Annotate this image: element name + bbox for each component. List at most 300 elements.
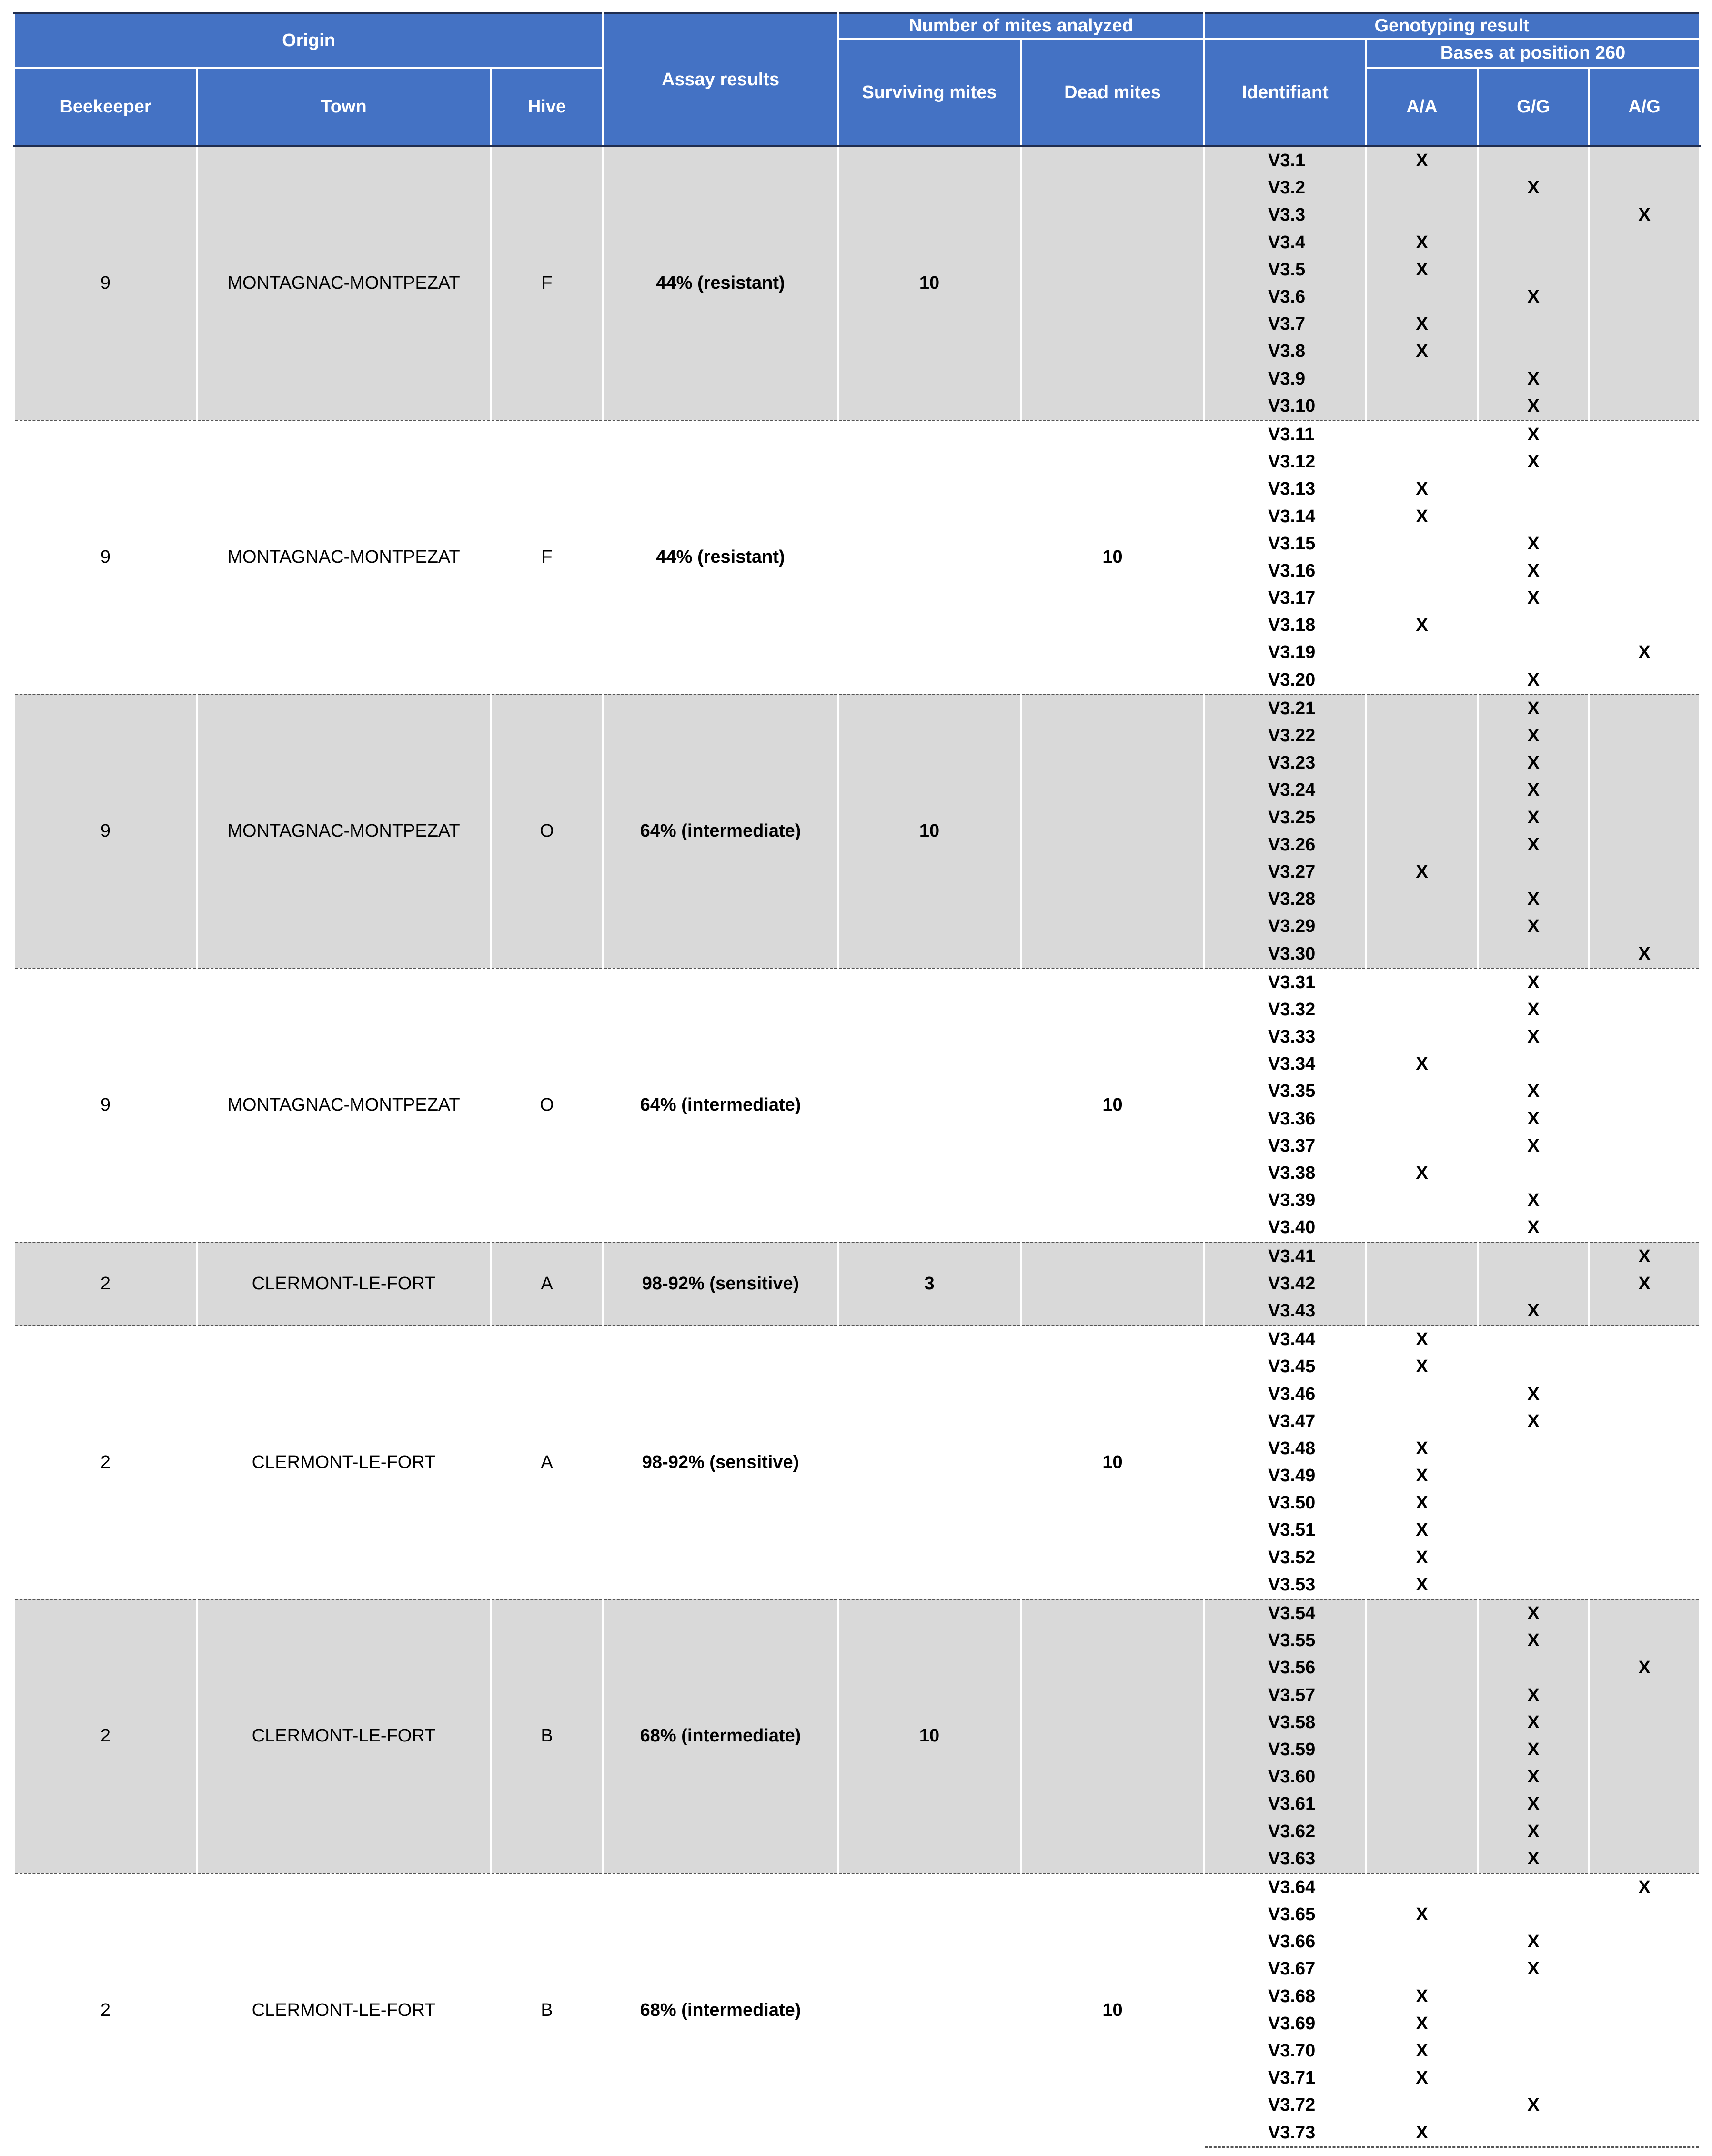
identifiant-cell: V3.5 bbox=[1204, 256, 1366, 283]
genotype-ag-cell bbox=[1589, 365, 1700, 393]
header-assay-results: Assay results bbox=[603, 13, 838, 146]
genotype-gg-cell: X bbox=[1478, 1023, 1589, 1051]
dead-mites-cell bbox=[1021, 146, 1204, 420]
dead-mites-cell: 10 bbox=[1021, 1873, 1204, 2147]
genotype-ag-cell bbox=[1589, 174, 1700, 202]
genotype-gg-cell: X bbox=[1478, 749, 1589, 777]
genotype-aa-cell bbox=[1366, 1380, 1478, 1407]
genotype-ag-cell bbox=[1589, 1353, 1700, 1380]
identifiant-cell: V3.15 bbox=[1204, 530, 1366, 557]
identifiant-cell: V3.57 bbox=[1204, 1682, 1366, 1709]
genotype-gg-cell: X bbox=[1478, 1818, 1589, 1845]
genotype-gg-cell bbox=[1478, 2119, 1589, 2147]
genotype-aa-cell bbox=[1366, 1078, 1478, 1105]
genotype-ag-cell bbox=[1589, 968, 1700, 996]
genotype-ag-cell bbox=[1589, 913, 1700, 940]
genotype-aa-cell: X bbox=[1366, 859, 1478, 886]
genotype-aa-cell: X bbox=[1366, 256, 1478, 283]
genotype-aa-cell bbox=[1366, 968, 1478, 996]
genotype-ag-cell bbox=[1589, 1791, 1700, 1818]
genotype-ag-cell bbox=[1589, 476, 1700, 503]
identifiant-cell: V3.29 bbox=[1204, 913, 1366, 940]
beekeeper-cell: 9 bbox=[14, 968, 197, 1242]
dead-mites-cell: 10 bbox=[1021, 420, 1204, 694]
identifiant-cell: V3.11 bbox=[1204, 420, 1366, 448]
genotype-gg-cell bbox=[1478, 1873, 1589, 1901]
genotype-ag-cell bbox=[1589, 1627, 1700, 1654]
genotype-aa-cell bbox=[1366, 1214, 1478, 1242]
identifiant-cell: V3.63 bbox=[1204, 1845, 1366, 1873]
genotype-aa-cell bbox=[1366, 530, 1478, 557]
genotype-ag-cell bbox=[1589, 1435, 1700, 1462]
identifiant-cell: V3.7 bbox=[1204, 311, 1366, 338]
genotype-aa-cell bbox=[1366, 1682, 1478, 1709]
assay-result-cell: 44% (resistant) bbox=[603, 146, 838, 420]
genotype-aa-cell: X bbox=[1366, 311, 1478, 338]
genotype-gg-cell: X bbox=[1478, 1105, 1589, 1133]
identifiant-cell: V3.12 bbox=[1204, 448, 1366, 476]
genotype-ag-cell bbox=[1589, 1955, 1700, 1983]
town-cell: CLERMONT-LE-FORT bbox=[197, 1599, 491, 1873]
assay-result-cell: 64% (intermediate) bbox=[603, 694, 838, 968]
identifiant-cell: V3.70 bbox=[1204, 2037, 1366, 2065]
identifiant-cell: V3.64 bbox=[1204, 1873, 1366, 1901]
genotype-ag-cell bbox=[1589, 256, 1700, 283]
genotype-gg-cell bbox=[1478, 476, 1589, 503]
genotype-aa-cell bbox=[1366, 557, 1478, 585]
genotype-gg-cell bbox=[1478, 1544, 1589, 1571]
identifiant-cell: V3.31 bbox=[1204, 968, 1366, 996]
genotype-ag-cell: X bbox=[1589, 1270, 1700, 1297]
identifiant-cell: V3.8 bbox=[1204, 338, 1366, 365]
genotype-ag-cell bbox=[1589, 1571, 1700, 1599]
header-genotyping-result: Genotyping result bbox=[1204, 13, 1700, 39]
genotype-gg-cell: X bbox=[1478, 448, 1589, 476]
genotype-gg-cell bbox=[1478, 202, 1589, 229]
genotype-ag-cell bbox=[1589, 1818, 1700, 1845]
genotype-ag-cell bbox=[1589, 1380, 1700, 1407]
genotype-aa-cell bbox=[1366, 1627, 1478, 1654]
genotype-ag-cell bbox=[1589, 1078, 1700, 1105]
header-bases-position: Bases at position 260 bbox=[1366, 39, 1700, 68]
beekeeper-cell: 9 bbox=[14, 694, 197, 968]
genotype-ag-cell bbox=[1589, 448, 1700, 476]
identifiant-cell: V3.33 bbox=[1204, 1023, 1366, 1051]
genotype-aa-cell bbox=[1366, 1763, 1478, 1791]
header-gg: G/G bbox=[1478, 68, 1589, 146]
genotype-ag-cell bbox=[1589, 859, 1700, 886]
surviving-mites-cell bbox=[838, 420, 1021, 694]
genotype-aa-cell bbox=[1366, 1105, 1478, 1133]
genotype-gg-cell bbox=[1478, 1435, 1589, 1462]
surviving-mites-cell: 10 bbox=[838, 1599, 1021, 1873]
genotype-aa-cell bbox=[1366, 1023, 1478, 1051]
genotype-gg-cell: X bbox=[1478, 886, 1589, 913]
genotype-gg-cell bbox=[1478, 229, 1589, 256]
beekeeper-cell: 2 bbox=[14, 1599, 197, 1873]
genotype-ag-cell bbox=[1589, 722, 1700, 749]
genotype-gg-cell: X bbox=[1478, 1845, 1589, 1873]
identifiant-cell: V3.6 bbox=[1204, 283, 1366, 311]
header-beekeeper: Beekeeper bbox=[14, 68, 197, 146]
genotype-ag-cell bbox=[1589, 1214, 1700, 1242]
genotype-gg-cell: X bbox=[1478, 1791, 1589, 1818]
genotype-gg-cell bbox=[1478, 338, 1589, 365]
header-surviving-mites: Surviving mites bbox=[838, 39, 1021, 146]
identifiant-cell: V3.67 bbox=[1204, 1955, 1366, 1983]
town-cell: MONTAGNAC-MONTPEZAT bbox=[197, 968, 491, 1242]
genotype-gg-cell: X bbox=[1478, 1297, 1589, 1326]
genotype-ag-cell bbox=[1589, 1408, 1700, 1435]
genotype-aa-cell bbox=[1366, 420, 1478, 448]
identifiant-cell: V3.27 bbox=[1204, 859, 1366, 886]
genotype-gg-cell bbox=[1478, 1270, 1589, 1297]
identifiant-cell: V3.26 bbox=[1204, 831, 1366, 859]
table-header bbox=[14, 13, 1700, 146]
genotype-ag-cell bbox=[1589, 804, 1700, 831]
identifiant-cell: V3.71 bbox=[1204, 2065, 1366, 2092]
genotype-ag-cell bbox=[1589, 283, 1700, 311]
identifiant-cell: V3.2 bbox=[1204, 174, 1366, 202]
genotype-aa-cell bbox=[1366, 1133, 1478, 1160]
genotype-aa-cell bbox=[1366, 804, 1478, 831]
genotype-ag-cell bbox=[1589, 338, 1700, 365]
genotype-aa-cell: X bbox=[1366, 1544, 1478, 1571]
genotype-gg-cell: X bbox=[1478, 1763, 1589, 1791]
genotype-ag-cell bbox=[1589, 1544, 1700, 1571]
genotype-aa-cell: X bbox=[1366, 1051, 1478, 1078]
genotype-gg-cell: X bbox=[1478, 2092, 1589, 2119]
genotype-gg-cell: X bbox=[1478, 1627, 1589, 1654]
identifiant-cell: V3.44 bbox=[1204, 1326, 1366, 1354]
genotype-aa-cell bbox=[1366, 1928, 1478, 1955]
hive-cell: B bbox=[491, 1599, 603, 1873]
genotype-ag-cell bbox=[1589, 1983, 1700, 2010]
genotype-gg-cell bbox=[1478, 146, 1589, 174]
beekeeper-cell: 9 bbox=[14, 420, 197, 694]
genotype-aa-cell bbox=[1366, 722, 1478, 749]
genotype-ag-cell bbox=[1589, 393, 1700, 421]
table-body bbox=[14, 146, 1700, 2147]
genotype-ag-cell bbox=[1589, 1709, 1700, 1736]
hive-cell: A bbox=[491, 1242, 603, 1326]
surviving-mites-cell: 10 bbox=[838, 694, 1021, 968]
genotype-gg-cell: X bbox=[1478, 283, 1589, 311]
genotype-gg-cell: X bbox=[1478, 1682, 1589, 1709]
genotype-aa-cell bbox=[1366, 749, 1478, 777]
genotype-gg-cell bbox=[1478, 1462, 1589, 1489]
identifiant-cell: V3.16 bbox=[1204, 557, 1366, 585]
identifiant-cell: V3.18 bbox=[1204, 612, 1366, 639]
identifiant-cell: V3.21 bbox=[1204, 694, 1366, 722]
identifiant-cell: V3.28 bbox=[1204, 886, 1366, 913]
genotype-aa-cell: X bbox=[1366, 2010, 1478, 2037]
genotype-aa-cell bbox=[1366, 913, 1478, 940]
genotype-ag-cell bbox=[1589, 1901, 1700, 1928]
genotype-aa-cell bbox=[1366, 2092, 1478, 2119]
genotype-aa-cell bbox=[1366, 831, 1478, 859]
identifiant-cell: V3.59 bbox=[1204, 1736, 1366, 1763]
genotype-gg-cell bbox=[1478, 1242, 1589, 1270]
table-row bbox=[14, 1599, 1700, 1627]
identifiant-cell: V3.37 bbox=[1204, 1133, 1366, 1160]
genotype-aa-cell: X bbox=[1366, 2065, 1478, 2092]
identifiant-cell: V3.47 bbox=[1204, 1408, 1366, 1435]
genotype-ag-cell bbox=[1589, 1023, 1700, 1051]
genotype-ag-cell bbox=[1589, 503, 1700, 530]
town-cell: MONTAGNAC-MONTPEZAT bbox=[197, 146, 491, 420]
identifiant-cell: V3.13 bbox=[1204, 476, 1366, 503]
genotype-aa-cell: X bbox=[1366, 1353, 1478, 1380]
genotype-ag-cell bbox=[1589, 777, 1700, 804]
hive-cell: F bbox=[491, 420, 603, 694]
genotype-aa-cell bbox=[1366, 585, 1478, 612]
genotype-aa-cell bbox=[1366, 393, 1478, 421]
genotype-gg-cell: X bbox=[1478, 1408, 1589, 1435]
genotype-ag-cell bbox=[1589, 1133, 1700, 1160]
identifiant-cell: V3.61 bbox=[1204, 1791, 1366, 1818]
genotype-aa-cell: X bbox=[1366, 1901, 1478, 1928]
genotype-aa-cell bbox=[1366, 1599, 1478, 1627]
genotype-gg-cell: X bbox=[1478, 968, 1589, 996]
genotype-aa-cell: X bbox=[1366, 2119, 1478, 2147]
genotype-aa-cell bbox=[1366, 1818, 1478, 1845]
header-aa: A/A bbox=[1366, 68, 1478, 146]
hive-cell: O bbox=[491, 968, 603, 1242]
genotype-aa-cell bbox=[1366, 1791, 1478, 1818]
genotype-gg-cell: X bbox=[1478, 1709, 1589, 1736]
header-town: Town bbox=[197, 68, 491, 146]
genotype-gg-cell bbox=[1478, 1160, 1589, 1187]
genotype-ag-cell bbox=[1589, 1517, 1700, 1544]
genotyping-table-container bbox=[13, 12, 1699, 2148]
genotype-ag-cell bbox=[1589, 2065, 1700, 2092]
header-hive: Hive bbox=[491, 68, 603, 146]
identifiant-cell: V3.60 bbox=[1204, 1763, 1366, 1791]
identifiant-cell: V3.48 bbox=[1204, 1435, 1366, 1462]
genotype-gg-cell: X bbox=[1478, 1187, 1589, 1214]
genotype-aa-cell bbox=[1366, 365, 1478, 393]
genotype-aa-cell bbox=[1366, 1736, 1478, 1763]
genotype-aa-cell: X bbox=[1366, 2037, 1478, 2065]
identifiant-cell: V3.34 bbox=[1204, 1051, 1366, 1078]
surviving-mites-cell: 3 bbox=[838, 1242, 1021, 1326]
genotype-gg-cell bbox=[1478, 1654, 1589, 1681]
identifiant-cell: V3.14 bbox=[1204, 503, 1366, 530]
genotype-gg-cell: X bbox=[1478, 1599, 1589, 1627]
genotype-aa-cell bbox=[1366, 996, 1478, 1023]
identifiant-cell: V3.4 bbox=[1204, 229, 1366, 256]
genotype-aa-cell: X bbox=[1366, 1571, 1478, 1599]
surviving-mites-cell bbox=[838, 1873, 1021, 2147]
identifiant-cell: V3.38 bbox=[1204, 1160, 1366, 1187]
genotype-ag-cell bbox=[1589, 585, 1700, 612]
genotype-aa-cell bbox=[1366, 1654, 1478, 1681]
genotype-ag-cell bbox=[1589, 1736, 1700, 1763]
identifiant-cell: V3.19 bbox=[1204, 639, 1366, 666]
genotype-aa-cell bbox=[1366, 940, 1478, 968]
table-row bbox=[14, 1242, 1700, 1270]
genotype-gg-cell bbox=[1478, 1517, 1589, 1544]
genotype-gg-cell bbox=[1478, 1983, 1589, 2010]
genotype-gg-cell bbox=[1478, 859, 1589, 886]
genotype-aa-cell bbox=[1366, 1955, 1478, 1983]
genotype-aa-cell bbox=[1366, 1873, 1478, 1901]
genotype-ag-cell bbox=[1589, 886, 1700, 913]
genotype-ag-cell bbox=[1589, 749, 1700, 777]
genotype-gg-cell: X bbox=[1478, 365, 1589, 393]
town-cell: CLERMONT-LE-FORT bbox=[197, 1326, 491, 1599]
genotype-ag-cell: X bbox=[1589, 940, 1700, 968]
dead-mites-cell bbox=[1021, 694, 1204, 968]
genotype-ag-cell bbox=[1589, 1763, 1700, 1791]
genotype-aa-cell: X bbox=[1366, 1489, 1478, 1517]
genotype-aa-cell: X bbox=[1366, 1160, 1478, 1187]
genotype-gg-cell: X bbox=[1478, 913, 1589, 940]
genotype-ag-cell bbox=[1589, 1051, 1700, 1078]
genotype-aa-cell: X bbox=[1366, 476, 1478, 503]
genotyping-table bbox=[13, 12, 1701, 2148]
genotype-gg-cell: X bbox=[1478, 777, 1589, 804]
genotype-ag-cell bbox=[1589, 557, 1700, 585]
genotype-gg-cell: X bbox=[1478, 393, 1589, 421]
genotype-gg-cell: X bbox=[1478, 174, 1589, 202]
identifiant-cell: V3.1 bbox=[1204, 146, 1366, 174]
genotype-ag-cell bbox=[1589, 694, 1700, 722]
beekeeper-cell: 9 bbox=[14, 146, 197, 420]
identifiant-cell: V3.53 bbox=[1204, 1571, 1366, 1599]
town-cell: MONTAGNAC-MONTPEZAT bbox=[197, 420, 491, 694]
identifiant-cell: V3.51 bbox=[1204, 1517, 1366, 1544]
genotype-aa-cell: X bbox=[1366, 1435, 1478, 1462]
genotype-ag-cell bbox=[1589, 1326, 1700, 1354]
genotype-aa-cell: X bbox=[1366, 612, 1478, 639]
genotype-aa-cell bbox=[1366, 1709, 1478, 1736]
identifiant-cell: V3.20 bbox=[1204, 667, 1366, 695]
town-cell: CLERMONT-LE-FORT bbox=[197, 1242, 491, 1326]
genotype-ag-cell: X bbox=[1589, 202, 1700, 229]
identifiant-cell: V3.54 bbox=[1204, 1599, 1366, 1627]
genotype-aa-cell bbox=[1366, 1242, 1478, 1270]
identifiant-cell: V3.35 bbox=[1204, 1078, 1366, 1105]
genotype-aa-cell bbox=[1366, 1187, 1478, 1214]
genotype-aa-cell bbox=[1366, 1270, 1478, 1297]
town-cell: CLERMONT-LE-FORT bbox=[197, 1873, 491, 2147]
genotype-ag-cell bbox=[1589, 1462, 1700, 1489]
genotype-gg-cell: X bbox=[1478, 1380, 1589, 1407]
identifiant-cell: V3.68 bbox=[1204, 1983, 1366, 2010]
table-row bbox=[14, 1873, 1700, 1901]
genotype-ag-cell bbox=[1589, 1105, 1700, 1133]
genotype-gg-cell: X bbox=[1478, 1078, 1589, 1105]
identifiant-cell: V3.42 bbox=[1204, 1270, 1366, 1297]
beekeeper-cell: 2 bbox=[14, 1326, 197, 1599]
identifiant-cell: V3.36 bbox=[1204, 1105, 1366, 1133]
genotype-gg-cell: X bbox=[1478, 585, 1589, 612]
hive-cell: A bbox=[491, 1326, 603, 1599]
assay-result-cell: 68% (intermediate) bbox=[603, 1599, 838, 1873]
hive-cell: O bbox=[491, 694, 603, 968]
genotype-ag-cell bbox=[1589, 2037, 1700, 2065]
genotype-aa-cell bbox=[1366, 667, 1478, 695]
identifiant-cell: V3.43 bbox=[1204, 1297, 1366, 1326]
genotype-aa-cell bbox=[1366, 174, 1478, 202]
dead-mites-cell: 10 bbox=[1021, 1326, 1204, 1599]
surviving-mites-cell bbox=[838, 1326, 1021, 1599]
genotype-ag-cell bbox=[1589, 1682, 1700, 1709]
hive-cell: F bbox=[491, 146, 603, 420]
identifiant-cell: V3.30 bbox=[1204, 940, 1366, 968]
identifiant-cell: V3.46 bbox=[1204, 1380, 1366, 1407]
genotype-gg-cell: X bbox=[1478, 804, 1589, 831]
genotype-ag-cell bbox=[1589, 530, 1700, 557]
genotype-aa-cell bbox=[1366, 1297, 1478, 1326]
dead-mites-cell bbox=[1021, 1242, 1204, 1326]
genotype-gg-cell: X bbox=[1478, 420, 1589, 448]
genotype-ag-cell bbox=[1589, 831, 1700, 859]
genotype-gg-cell bbox=[1478, 940, 1589, 968]
genotype-aa-cell bbox=[1366, 1845, 1478, 1873]
genotype-gg-cell: X bbox=[1478, 1133, 1589, 1160]
genotype-ag-cell bbox=[1589, 612, 1700, 639]
surviving-mites-cell: 10 bbox=[838, 146, 1021, 420]
genotype-gg-cell: X bbox=[1478, 722, 1589, 749]
genotype-aa-cell bbox=[1366, 694, 1478, 722]
genotype-gg-cell: X bbox=[1478, 1214, 1589, 1242]
genotype-aa-cell: X bbox=[1366, 1462, 1478, 1489]
genotype-gg-cell bbox=[1478, 311, 1589, 338]
dead-mites-cell bbox=[1021, 1599, 1204, 1873]
identifiant-cell: V3.25 bbox=[1204, 804, 1366, 831]
identifiant-cell: V3.66 bbox=[1204, 1928, 1366, 1955]
genotype-gg-cell: X bbox=[1478, 1928, 1589, 1955]
genotype-gg-cell bbox=[1478, 1353, 1589, 1380]
genotype-aa-cell: X bbox=[1366, 146, 1478, 174]
hive-cell: B bbox=[491, 1873, 603, 2147]
genotype-ag-cell bbox=[1589, 229, 1700, 256]
header-mites-analyzed: Number of mites analyzed bbox=[838, 13, 1204, 39]
identifiant-cell: V3.73 bbox=[1204, 2119, 1366, 2147]
genotype-ag-cell bbox=[1589, 1489, 1700, 1517]
genotype-gg-cell: X bbox=[1478, 996, 1589, 1023]
identifiant-cell: V3.10 bbox=[1204, 393, 1366, 421]
genotype-aa-cell bbox=[1366, 1408, 1478, 1435]
identifiant-cell: V3.40 bbox=[1204, 1214, 1366, 1242]
genotype-ag-cell bbox=[1589, 2092, 1700, 2119]
genotype-gg-cell bbox=[1478, 1326, 1589, 1354]
genotype-aa-cell: X bbox=[1366, 1983, 1478, 2010]
identifiant-cell: V3.17 bbox=[1204, 585, 1366, 612]
genotype-aa-cell: X bbox=[1366, 1517, 1478, 1544]
identifiant-cell: V3.41 bbox=[1204, 1242, 1366, 1270]
genotype-gg-cell: X bbox=[1478, 557, 1589, 585]
table-row bbox=[14, 146, 1700, 174]
genotype-aa-cell: X bbox=[1366, 1326, 1478, 1354]
assay-result-cell: 44% (resistant) bbox=[603, 420, 838, 694]
genotype-gg-cell bbox=[1478, 612, 1589, 639]
genotype-gg-cell: X bbox=[1478, 667, 1589, 695]
genotype-ag-cell bbox=[1589, 1845, 1700, 1873]
genotype-ag-cell bbox=[1589, 311, 1700, 338]
table-row bbox=[14, 420, 1700, 448]
genotype-aa-cell bbox=[1366, 639, 1478, 666]
surviving-mites-cell bbox=[838, 968, 1021, 1242]
genotype-aa-cell: X bbox=[1366, 338, 1478, 365]
genotype-aa-cell bbox=[1366, 283, 1478, 311]
genotype-ag-cell: X bbox=[1589, 639, 1700, 666]
beekeeper-cell: 2 bbox=[14, 1873, 197, 2147]
identifiant-cell: V3.39 bbox=[1204, 1187, 1366, 1214]
